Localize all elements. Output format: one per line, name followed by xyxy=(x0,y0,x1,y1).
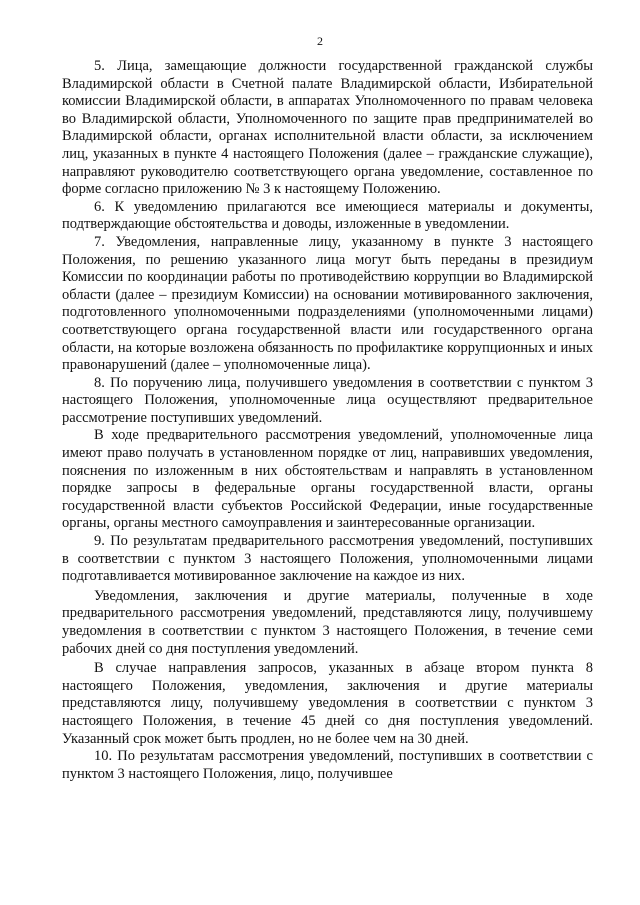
paragraph-item-9: 9. По результатам предварительного рассмотрения уведомлений, поступивших в соответствии с пунктом 3 настоящего Положения, уполномоченными лицами подготавливается мотивированное заключение на каждое из них. xyxy=(62,533,593,585)
paragraph-item-7: 7. Уведомления, направленные лицу, указанному в пункте 3 настоящего Положения, по решению указанного лица могут быть переданы в президиум Комиссии по координации работы по противодействию коррупции во Владимирской области (далее – президиум Комиссии) на основании мотивированного заключения, подготовленного уполномоченными подразделениями (уполномоченными лицами) соответствующего органа государственной власти или государственного органа области, на которые возложена обязанность по профилактике коррупционных и иных правонарушений (далее – уполномоченные лица). xyxy=(62,233,593,374)
document-body xyxy=(62,58,593,783)
paragraph-item-9-submission: Уведомления, заключения и другие материалы, полученные в ходе предварительного рассмотрения уведомлений, представляются лицу, получившему уведомления в соответствии с пунктом 3 настоящего Положения, в течение семи рабочих дней со дня поступления уведомлений. xyxy=(62,587,593,657)
paragraph-item-9-requests: В случае направления запросов, указанных в абзаце втором пункта 8 настоящего Положения, уведомления, заключения и другие материалы представляются лицу, получившему уведомления в соответствии с пунктом 3 настоящего Положения, в течение 45 дней со дня поступления уведомлений. Указанный срок может быть продлен, но не более чем на 30 дней. xyxy=(62,660,593,747)
paragraph-item-6: 6. К уведомлению прилагаются все имеющиеся материалы и документы, подтверждающие обстоятельства и доводы, изложенные в уведомлении. xyxy=(62,198,593,233)
paragraph-item-10: 10. По результатам рассмотрения уведомлений, поступивших в соответствии с пунктом 3 настоящего Положения, лицо, получившее xyxy=(62,748,593,782)
page-number: 2 xyxy=(317,34,323,48)
paragraph-item-8: 8. По поручению лица, получившего уведомления в соответствии с пунктом 3 настоящего Положения, уполномоченные лица осуществляют предварительное рассмотрение поступивших уведомлений. xyxy=(62,374,593,426)
paragraph-item-5: 5. Лица, замещающие должности государственной гражданской службы Владимирской области в Счетной палате Владимирской области, Избирательной комиссии Владимирской области, в аппаратах Уполномоченного по правам человека во Владимирской области, Уполномоченного по защите прав предпринимателей во Владимирской области, органах исполнительной власти области, за исключением лиц, указанных в пункте 4 настоящего Положения (далее – гражданские служащие), направляют руководителю соответствующего органа уведомление, составленное по форме согласно приложению № 3 к настоящему Положению. xyxy=(62,58,593,198)
paragraph-item-8-preliminary-review: В ходе предварительного рассмотрения уведомлений, уполномоченные лица имеют право получать в установленном порядке от лиц, направивших уведомления, пояснения по изложенным в них обстоятельствам и направлять в установленном порядке запросы в федеральные органы государственной власти, органы государственной власти субъектов Российской Федерации, иные государственные органы, органы местного самоуправления и заинтересованные организации. xyxy=(62,427,593,532)
